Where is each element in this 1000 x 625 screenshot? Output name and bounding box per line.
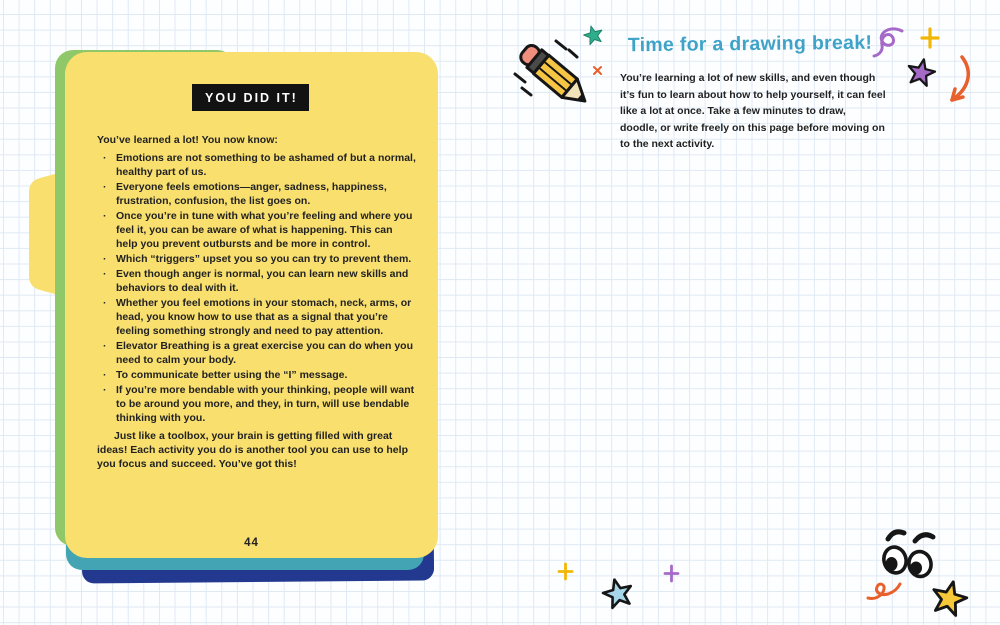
list-item: · Whether you feel emotions in your stomach, neck, arms, or head, you know how to use that as a signal that you’re feeling something strongly and need to pay attention. (102, 296, 417, 338)
page-title: Time for a drawing break! (627, 31, 873, 57)
list-item: · If you’re more bendable with your thinking, people will want to be around you more, and they, in turn, will use bendable thinking with you. (102, 383, 417, 425)
intro-line: You’ve learned a lot! You now know: (97, 134, 278, 146)
closing-paragraph: Just like a toolbox, your brain is getting filled with great ideas! Each activity you do is another tool you can use to help you focus and succeed. You’ve got this! (97, 430, 408, 470)
red-squiggle-icon (866, 580, 902, 604)
yellow-plus-bottom-icon (557, 562, 574, 581)
list-item: · Everyone feels emotions—anger, sadness, happiness, frustration, confusion, the list goes on. (102, 180, 417, 208)
list-item: · To communicate better using the “I” message. (102, 368, 417, 382)
worksheet-text (97, 133, 417, 471)
list-item: · Elevator Breathing is a great exercise you can do when you need to calm your body. (102, 339, 417, 367)
gold-star-icon (926, 576, 972, 622)
yellow-plus-top-icon (920, 27, 940, 49)
purple-squiggle-icon (870, 27, 908, 59)
list-item: · Once you’re in tune with what you’re feeling and where you feel it, you can be aware of what is happening. This can help you prevent outbursts and be more in control. (102, 209, 417, 251)
learned-list (102, 151, 417, 425)
blue-star-icon (599, 575, 638, 614)
list-item: · Even though anger is normal, you can learn new skills and behaviors to deal with it. (102, 267, 417, 295)
purple-star-icon (903, 55, 939, 91)
eyes-doodle-icon (878, 526, 940, 580)
list-item: · Emotions are not something to be ashamed of but a normal, healthy part of us. (102, 151, 417, 179)
purple-plus-icon (663, 564, 680, 583)
red-x-icon (592, 65, 603, 76)
page-number: 44 (244, 537, 259, 549)
you-did-it-badge: YOU DID IT! (192, 84, 309, 111)
list-item: · Which “triggers” upset you so you can try to prevent them. (102, 252, 417, 266)
orange-arrow-icon (942, 54, 974, 106)
page-intro-text: You’re learning a lot of new skills, and even though it’s fun to learn about how to help yourself, it can feel like a lot at once. Take a few minutes to draw, doodle, or write freely on this page before moving on to the next activity. (620, 72, 886, 150)
